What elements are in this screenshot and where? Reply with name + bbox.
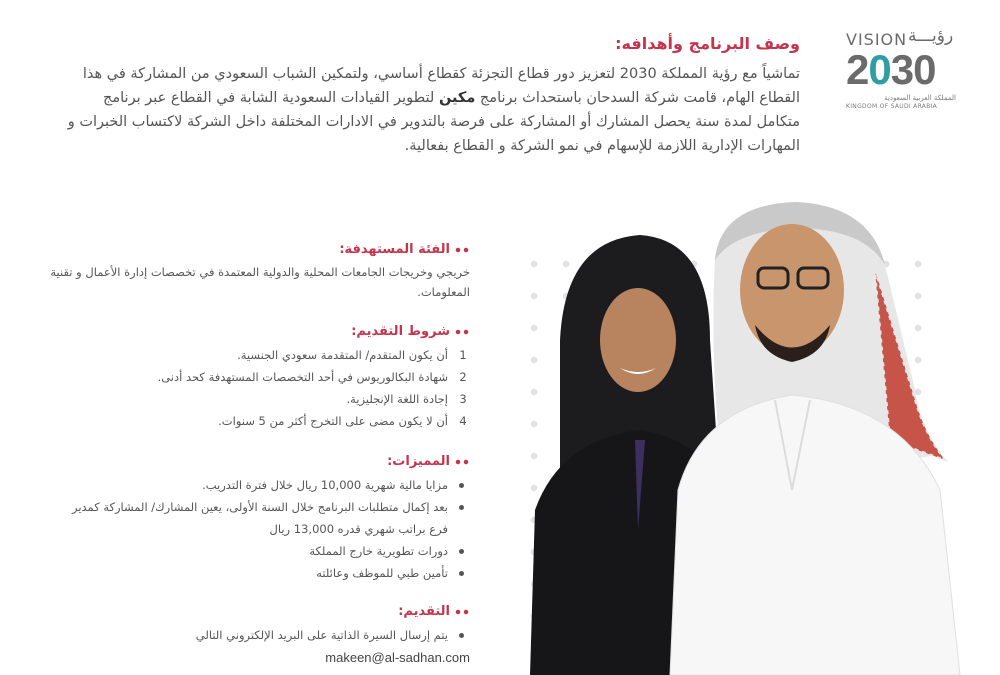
apply-title [50,604,470,624]
apply-title-text: التقديم: [398,604,450,619]
logo-year-left: 2 [846,46,869,93]
ornament-icon [454,328,470,336]
features-list [50,474,470,584]
list-item [50,366,470,388]
target-group-title [50,242,470,262]
target-group-section [50,242,470,302]
list-item [50,344,470,366]
email-link[interactable]: makeen@al-sadhan.com [325,650,470,665]
target-group-title-text: الفئة المستهدفة: [339,242,450,257]
features-section [50,454,470,584]
logo-vision-arabic: رؤيـــة [908,26,954,46]
logo-kingdom-english: KINGDOM OF SAUDI ARABIA [846,103,938,110]
list-item: دورات تطويرية خارج المملكة [50,540,470,562]
target-group-text: خريجي وخريجات الجامعات المحلية والدولية المعتمدة في تخصصات إدارة الأعمال و تقنية المعلومات. [50,265,470,299]
apply-section [50,604,470,665]
logo-year [846,46,935,94]
program-heading: وصف البرنامج وأهدافه: [615,34,800,53]
vision-2030-logo [846,26,966,110]
features-title-text: المميزات: [387,454,450,469]
ornament-icon [454,246,470,254]
ornament-icon [454,608,470,616]
item-text: شهادة البكالوريوس في أحد التخصصات المستهدفة كحد أدنى. [157,370,448,384]
item-text: أن لا يكون مضى على التخرج أكثر من 5 سنوات. [218,414,448,428]
conditions-title-text: شروط التقديم: [351,324,450,339]
logo-vision-text: VISION [846,30,908,49]
conditions-section [50,324,470,432]
list-item: يتم إرسال السيرة الذاتية على البريد الإلكتروني التالي [50,624,470,646]
list-item: بعد إكمال متطلبات البرنامج خلال السنة الأولى، يعين المشارك/ المشاركة كمدير فرع براتب شهري قدره 13,000 ريال [50,496,470,540]
intro-before: تماشياً مع رؤية المملكة 2030 لتعزيز دور قطاع التجزئة كقطاع أساسي، ولتمكين الشباب السعودي من المشاركة في هذا القطاع الهام، قامت شركة السدحان باستحداث برنامج [82,66,800,106]
item-text: إجادة اللغة الإنجليزية. [346,392,448,406]
program-name: مكين [438,90,476,106]
list-item [50,410,470,432]
item-number: 2 [459,370,467,384]
item-number: 3 [459,392,467,406]
ornament-icon [454,458,470,466]
logo-year-right: 30 [890,46,936,93]
conditions-title [50,324,470,344]
item-text: أن يكون المتقدم/ المتقدمة سعودي الجنسية. [237,348,448,362]
logo-year-zero: 0 [868,46,891,93]
program-intro [60,62,800,158]
list-item: تأمين طبي للموظف وعائلته [50,562,470,584]
features-title [50,454,470,474]
logo-kingdom-arabic: المملكة العربية السعودية [884,94,956,102]
intro-after: لتطوير القيادات السعودية الشابة في القطاع عبر برنامج متكامل لمدة سنة يحصل المشارك أو المشاركة على فرصة بالتدوير في الادارات المختلفة داخل الشركة لاكتساب الخبرات و المهارات الإدارية اللازمة للإسهام في نمو الشركة و القطاع بفعالية. [67,90,800,154]
graduates-photo [520,190,1000,675]
item-number: 4 [459,414,467,428]
conditions-list [50,344,470,432]
apply-list [50,624,470,646]
list-item [50,388,470,410]
item-number: 1 [459,348,467,362]
list-item: مزايا مالية شهرية 10,000 ريال خلال فترة التدريب. [50,474,470,496]
